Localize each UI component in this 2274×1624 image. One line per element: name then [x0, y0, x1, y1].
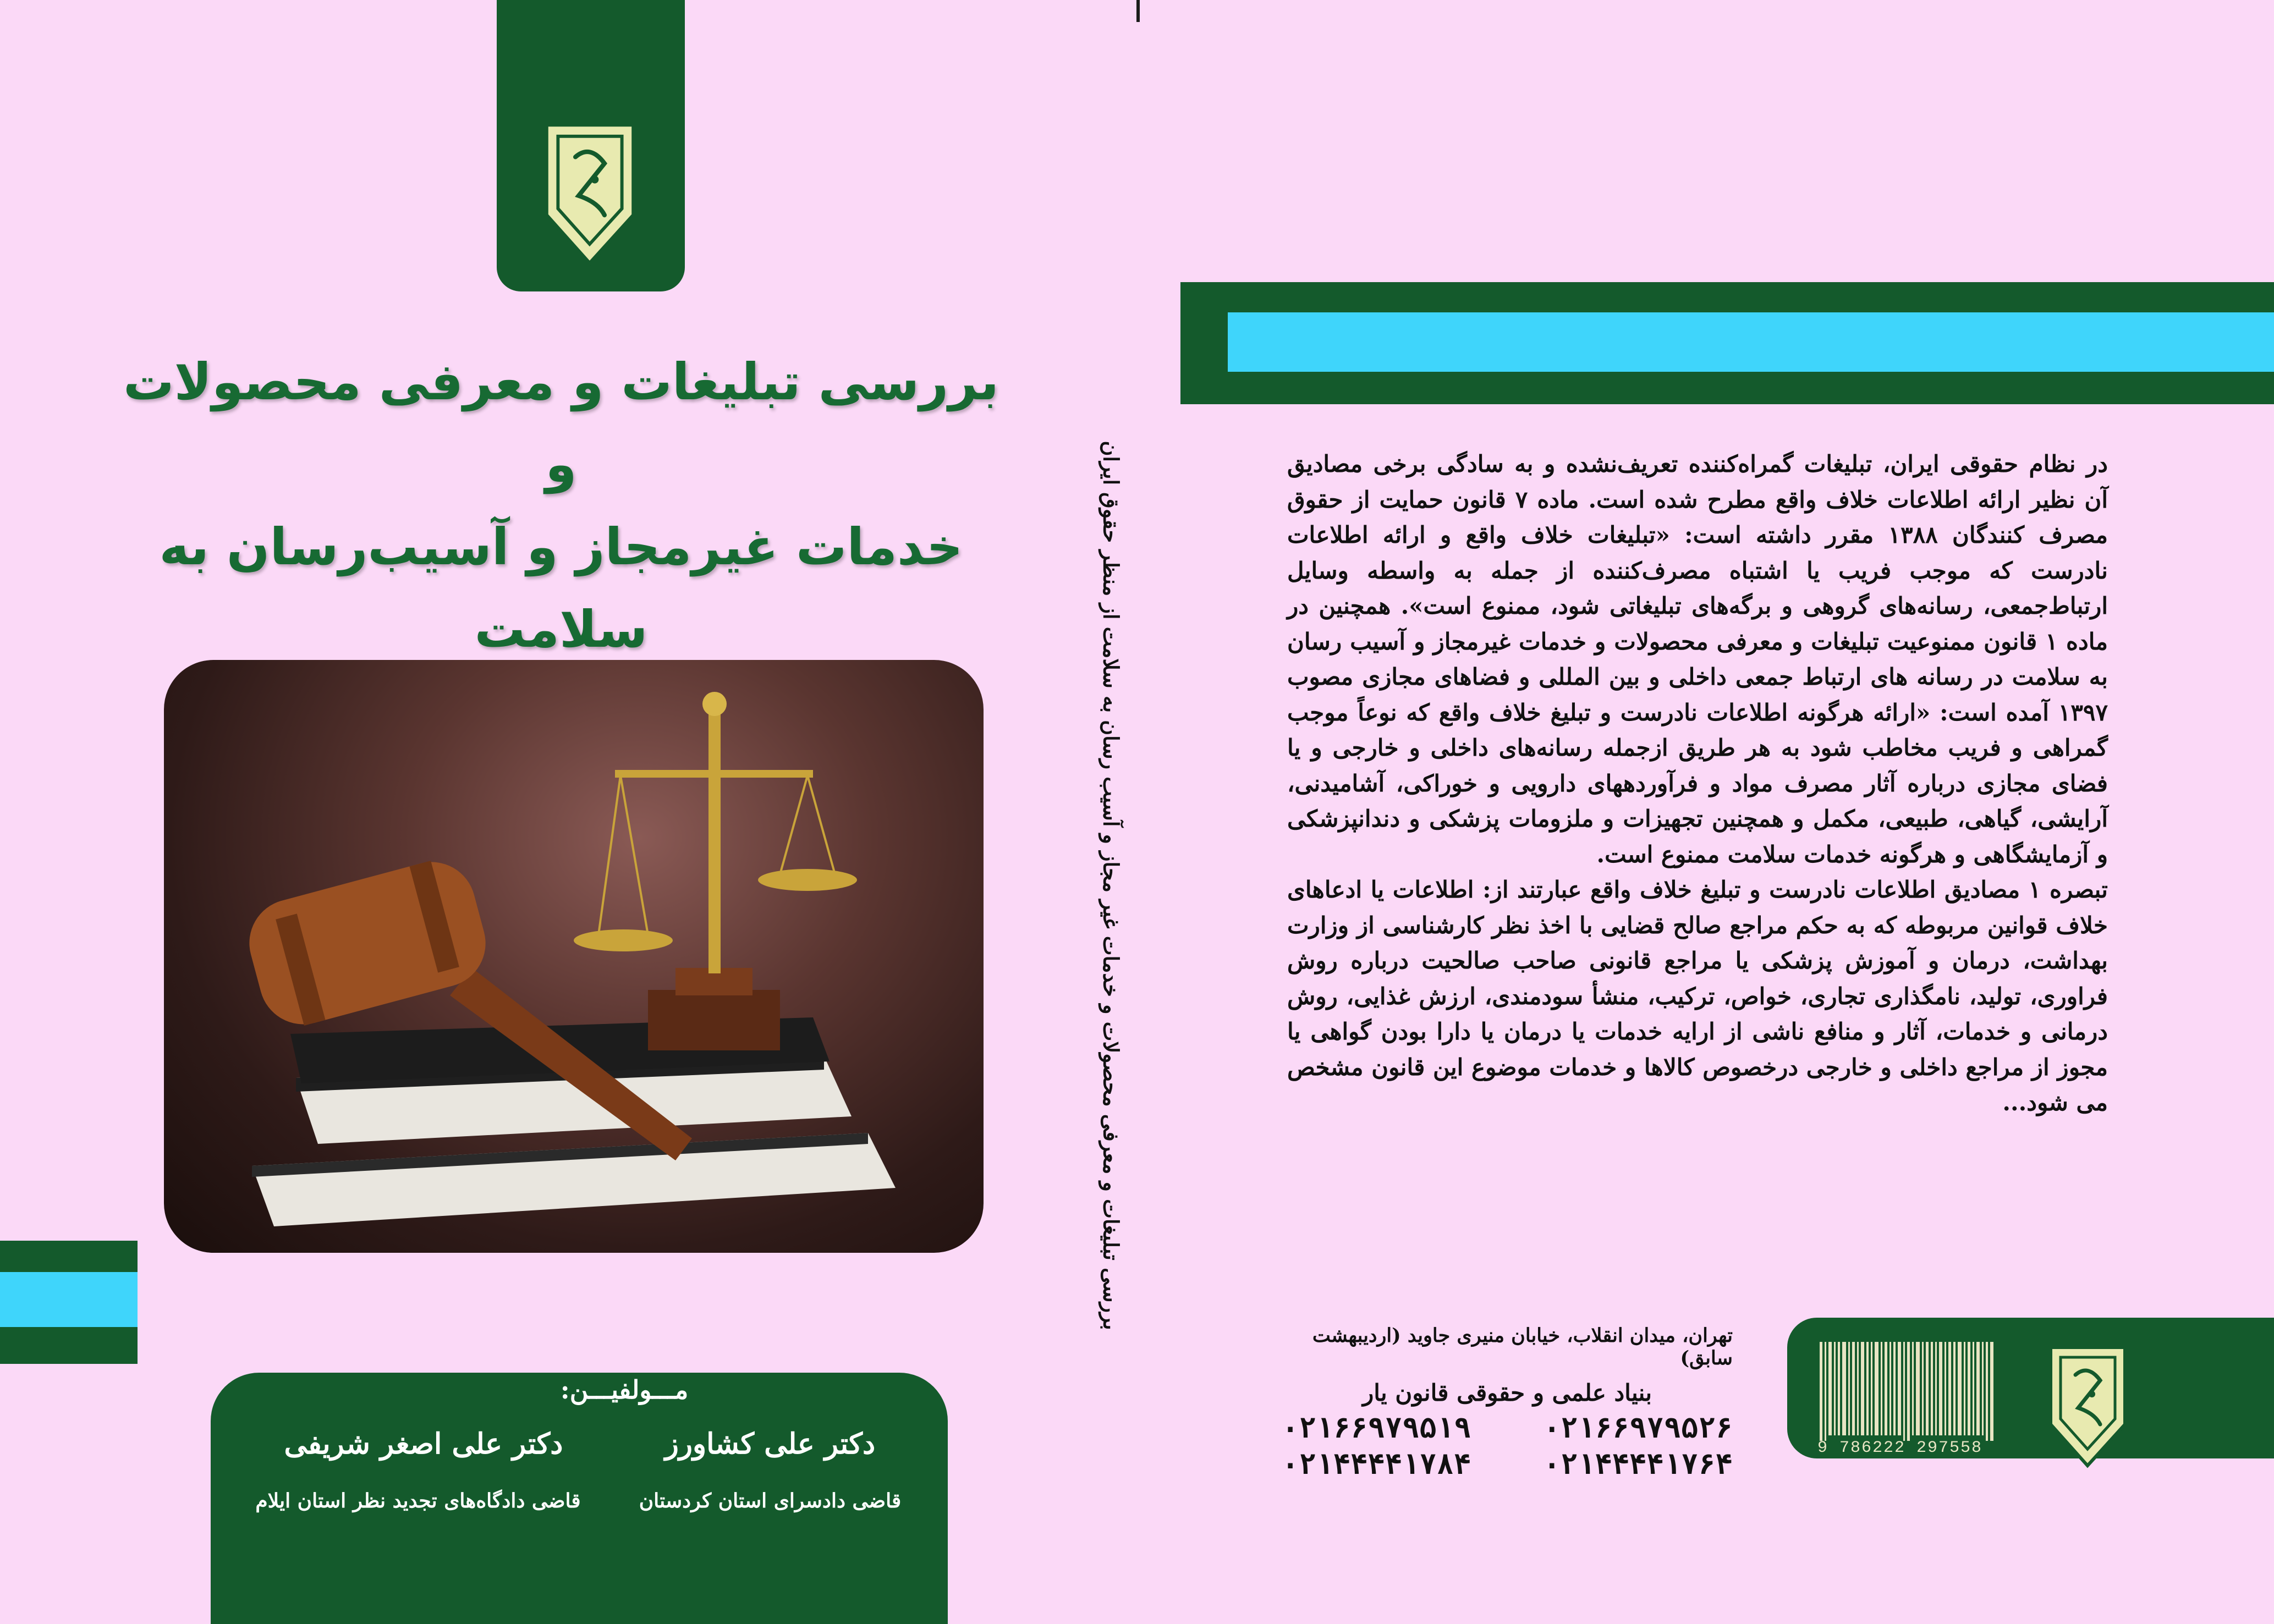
author-1-name: دکتر علی کشاورز: [664, 1427, 876, 1461]
authors-heading: مـــولفیـــن:: [560, 1375, 689, 1405]
back-paragraph-1: در نظام حقوقی ایران، تبلیغات گمراه‌کننده تعریف‌نشده و به سادگی برخی مصادیق آن نظیر ارائه اطلاعات خلاف واقع مطرح شده است. ماده ۷ قانون حمایت از حقوق مصرف کنندگان ۱۳۸۸ مقرر داشته است: «تبلیغات خلاف واقع و ارائه اطلاعات نادرست که موجب فریب یا اشتباه مصرف‌کننده از جمله به واسطه وسایل ارتباط‌جمعی، رسانه‌های گروهی و برگه‌های تبلیغاتی شود، ممنوع است». همچنین در ماده ۱ قانون ممنوعیت تبلیغات و معرفی محصولات و خدمات غیرمجاز و آسیب رسان به سلامت در رسانه های ارتباط جمعی داخلی و بین المللی و فضاهای مجازی مصوب ۱۳۹۷ آمده است: «ارائه هرگونه اطلاعات نادرست و تبلیغ خلاف واقع که نوعاً موجب گمراهی و فریب مخاطب شود به هر طریق ازجمله رسانه‌های داخلی و خارجی و یا فضای مجازی درباره آثار مصرف مواد و فرآوردههای دارویی و خوراکی، آشامیدنی، آرایشی، گیاهی، طبیعی، مکمل و همچنین تجهیزات و ملزومات پزشکی و دندانپزشکی و آزمایشگاهی و هرگونه خدمات سلامت ممنوع است.: [1287, 450, 2108, 868]
phone-number: ۰۲۱۴۴۴۴۱۷۸۴: [1282, 1448, 1471, 1481]
author-2-role: قاضی دادگاه‌های تجدید نظر استان ایلام: [255, 1489, 581, 1512]
cover-image: [164, 660, 984, 1253]
spine-crop-mark: [1136, 0, 1140, 22]
publisher-info: [1282, 1324, 1733, 1481]
publisher-logo-icon: [531, 118, 649, 267]
front-cyan-stripe: [0, 1272, 138, 1327]
phone-number: ۰۲۱۶۶۹۷۹۵۱۹: [1282, 1412, 1471, 1445]
publisher-logo-icon: [2045, 1342, 2130, 1468]
spine-title-text: بررسی تبلیغات و معرفی محصولات و خدمات غیر مجاز و آسیب رسان به سلامت از منظر حقوق ایران: [1098, 441, 1124, 1330]
back-paragraph-2: تبصره ۱ مصادیق اطلاعات نادرست و تبلیغ خلاف واقع عبارتند از: اطلاعات یا ادعاهای خلاف قوانین مربوطه که به حکم مراجع صالح قضایی با اخذ نظر کارشناسی از وزارت بهداشت، درمان و آموزش پزشکی یا مراجع قانونی صاحب صالحیت درباره روش فراوری، تولید، نامگذاری تجاری، خواص، ترکیب، منشأ سودمندی، ارزش غذایی، روش درمانی و خدمات، آثار و منافع ناشی از ارایه خدمات یا درمان یا دارا بودن گواهی یا مجوز از مراجع داخلی و خارجی درخصوص کالاها و خدمات موضوع این قانون مشخص می شود...: [1287, 876, 2108, 1116]
author-2-name: دکتر علی اصغر شریفی: [284, 1427, 563, 1461]
phone-number: ۰۲۱۴۴۴۴۱۷۶۴: [1543, 1448, 1733, 1481]
back-cyan-stripe: [1228, 312, 2274, 372]
back-cover-text: [1287, 447, 2108, 1121]
phone-row-1: [1282, 1412, 1733, 1445]
isbn-number: 9 786222 297558: [1817, 1439, 1983, 1457]
phone-row-2: [1282, 1448, 1733, 1481]
author-1-role: قاضی دادسرای استان کردستان: [639, 1489, 902, 1512]
publisher-name: بنیاد علمی و حقوقی قانون یار: [1362, 1379, 1652, 1406]
title-line-1: بررسی تبلیغات و معرفی محصولات و: [123, 353, 999, 494]
spine-title: [1089, 441, 1133, 1330]
title-line-2: خدمات غیرمجاز و آسیب‌رسان به سلامت: [159, 518, 963, 659]
phone-number: ۰۲۱۶۶۹۷۹۵۲۶: [1543, 1412, 1733, 1445]
publisher-address: تهران، میدان انقلاب، خیابان منیری جاوید (اردیبهشت سابق): [1312, 1324, 1733, 1369]
scales-gavel-books-icon: [164, 660, 984, 1253]
